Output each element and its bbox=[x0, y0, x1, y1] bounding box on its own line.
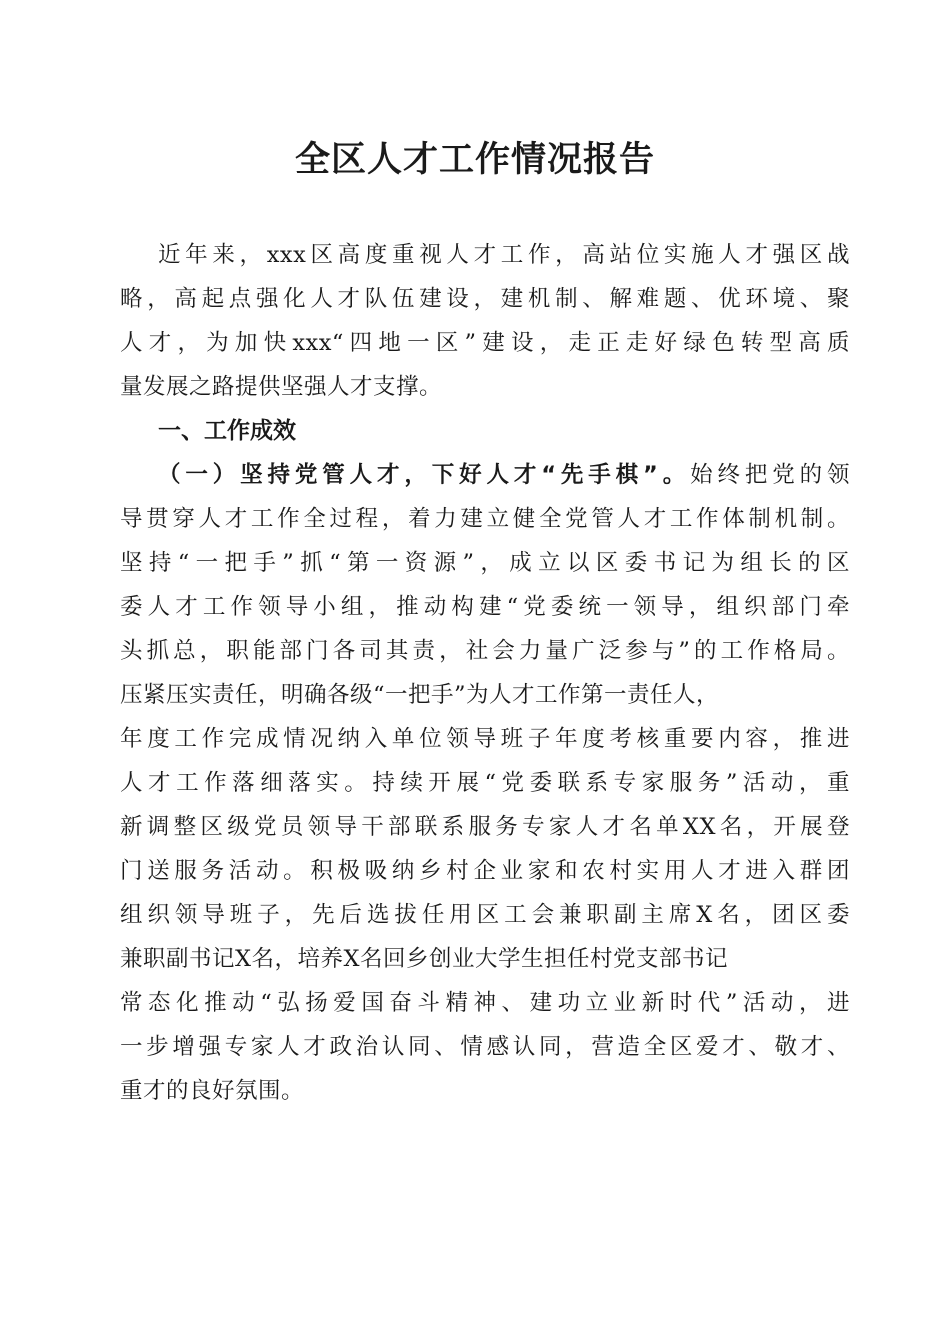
intro-line: 量发展之路提供坚强人才支撑。 bbox=[120, 374, 443, 400]
body-line: 导贯穿人才工作全过程，着力建立健全党管人才工作体制机制。 bbox=[120, 506, 850, 532]
subsection-first-line bbox=[158, 460, 850, 490]
body-line: 人才工作落细落实。持续开展“党委联系专家服务”活动，重 bbox=[120, 770, 850, 796]
body-line: 重才的良好氛围。 bbox=[120, 1078, 305, 1104]
body-line: 门送服务活动。积极吸纳乡村企业家和农村实用人才进入群团 bbox=[120, 858, 850, 884]
document-title: 全区人才工作情况报告 bbox=[294, 139, 655, 180]
body-line: 压紧压实责任，明确各级“一把手”为人才工作第一责任人， bbox=[120, 682, 720, 708]
intro-line: 近年来，xxx区高度重视人才工作，高站位实施人才强区战 bbox=[158, 242, 850, 268]
body-line: 兼职副书记X名，培养X名回乡创业大学生担任村党支部书记 bbox=[120, 946, 729, 972]
intro-line: 略，高起点强化人才队伍建设，建机制、解难题、优环境、聚 bbox=[120, 286, 850, 312]
section-heading: 一、工作成效 bbox=[158, 418, 296, 444]
subsection-heading: （一）坚持党管人才，下好人才“先手棋”。 bbox=[158, 462, 691, 488]
body-line: 新调整区级党员领导干部联系服务专家人才名单XX名，开展登 bbox=[120, 814, 850, 840]
intro-line: 人才，为加快xxx“四地一区”建设，走正走好绿色转型高质 bbox=[120, 330, 850, 356]
body-line: 常态化推动“弘扬爱国奋斗精神、建功立业新时代”活动，进 bbox=[120, 990, 850, 1016]
subsection-first-line-text: 始终把党的领 bbox=[690, 462, 850, 488]
body-line: 年度工作完成情况纳入单位领导班子年度考核重要内容，推进 bbox=[120, 726, 850, 752]
body-line: 组织领导班子，先后选拔任用区工会兼职副主席X名，团区委 bbox=[120, 902, 850, 928]
body-line: 坚持“一把手”抓“第一资源”，成立以区委书记为组长的区 bbox=[120, 550, 850, 576]
body-line: 一步增强专家人才政治认同、情感认同，营造全区爱才、敬才、 bbox=[120, 1034, 850, 1060]
body-line: 委人才工作领导小组，推动构建“党委统一领导，组织部门牵 bbox=[120, 594, 850, 620]
body-line: 头抓总，职能部门各司其责，社会力量广泛参与”的工作格局。 bbox=[120, 638, 850, 664]
